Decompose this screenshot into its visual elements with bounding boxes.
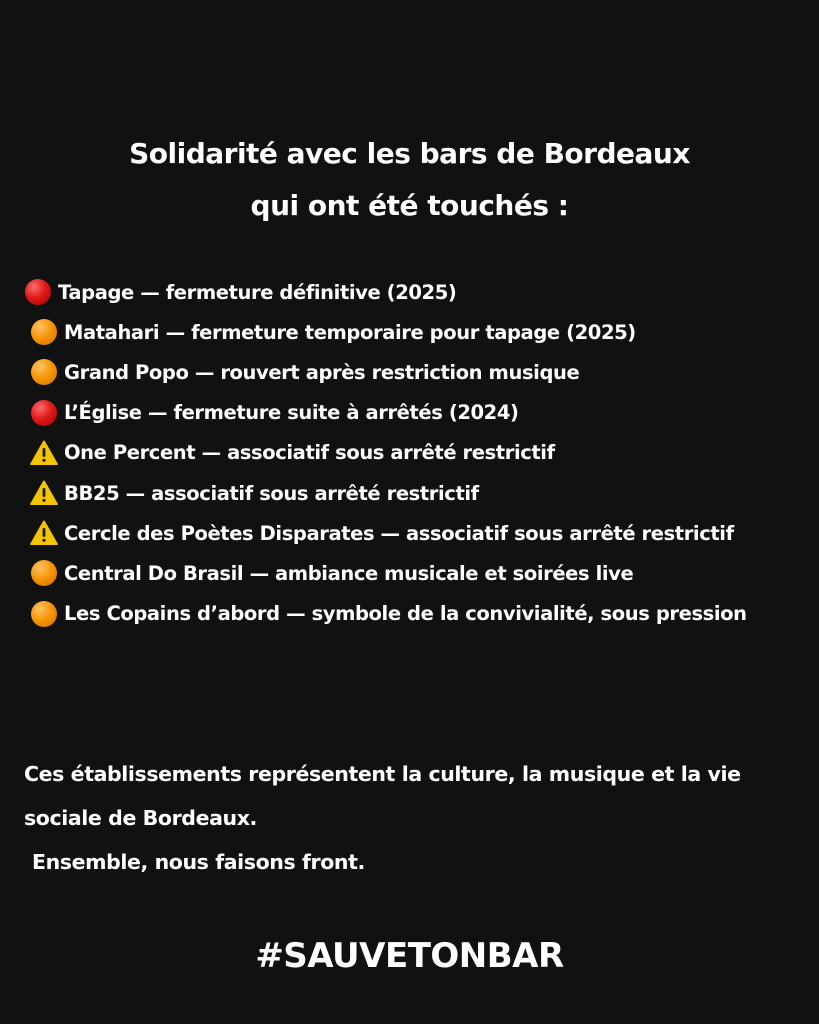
list-item (24, 594, 814, 634)
bar-list (24, 272, 814, 634)
message-line-3: Ensemble, nous faisons front. (32, 850, 365, 874)
hashtag: #SAUVETONBAR (255, 936, 564, 976)
list-item (24, 272, 814, 312)
title-line-2: qui ont été touchés : (250, 189, 569, 222)
list-item (24, 393, 814, 433)
list-item-text: BB25 — associatif sous arrêté restrictif (64, 481, 479, 505)
warning-icon (30, 519, 58, 547)
warning-icon (30, 439, 58, 467)
list-item-text: L’Église — fermeture suite à arrêtés (2024) (64, 401, 519, 425)
orange-circle-icon (30, 358, 58, 386)
list-item (24, 352, 814, 392)
list-item-text: Grand Popo — rouvert après restriction musique (64, 360, 580, 384)
list-item (24, 473, 814, 513)
orange-circle-icon (30, 559, 58, 587)
list-item-text: Tapage — fermeture définitive (2025) (58, 280, 457, 304)
list-item (24, 513, 814, 553)
red-circle-icon (24, 278, 52, 306)
list-item-text: Cercle des Poètes Disparates — associatif sous arrêté restrictif (64, 521, 734, 545)
page-title (0, 128, 819, 232)
list-item (24, 312, 814, 352)
message-line-1: Ces établissements représentent la culture, la musique et la vie (24, 762, 741, 786)
title-line-1: Solidarité avec les bars de Bordeaux (129, 137, 690, 170)
red-circle-icon (30, 399, 58, 427)
list-item-text: Les Copains d’abord — symbole de la convivialité, sous pression (64, 602, 747, 626)
list-item-text: One Percent — associatif sous arrêté restrictif (64, 441, 555, 465)
list-item-text: Central Do Brasil — ambiance musicale et soirées live (64, 561, 634, 585)
list-item (24, 553, 814, 593)
message-line-2: sociale de Bordeaux. (24, 806, 257, 830)
warning-icon (30, 479, 58, 507)
list-item-text: Matahari — fermeture temporaire pour tapage (2025) (64, 320, 636, 344)
solidarity-message (24, 752, 804, 884)
list-item (24, 433, 814, 473)
orange-circle-icon (30, 600, 58, 628)
orange-circle-icon (30, 318, 58, 346)
